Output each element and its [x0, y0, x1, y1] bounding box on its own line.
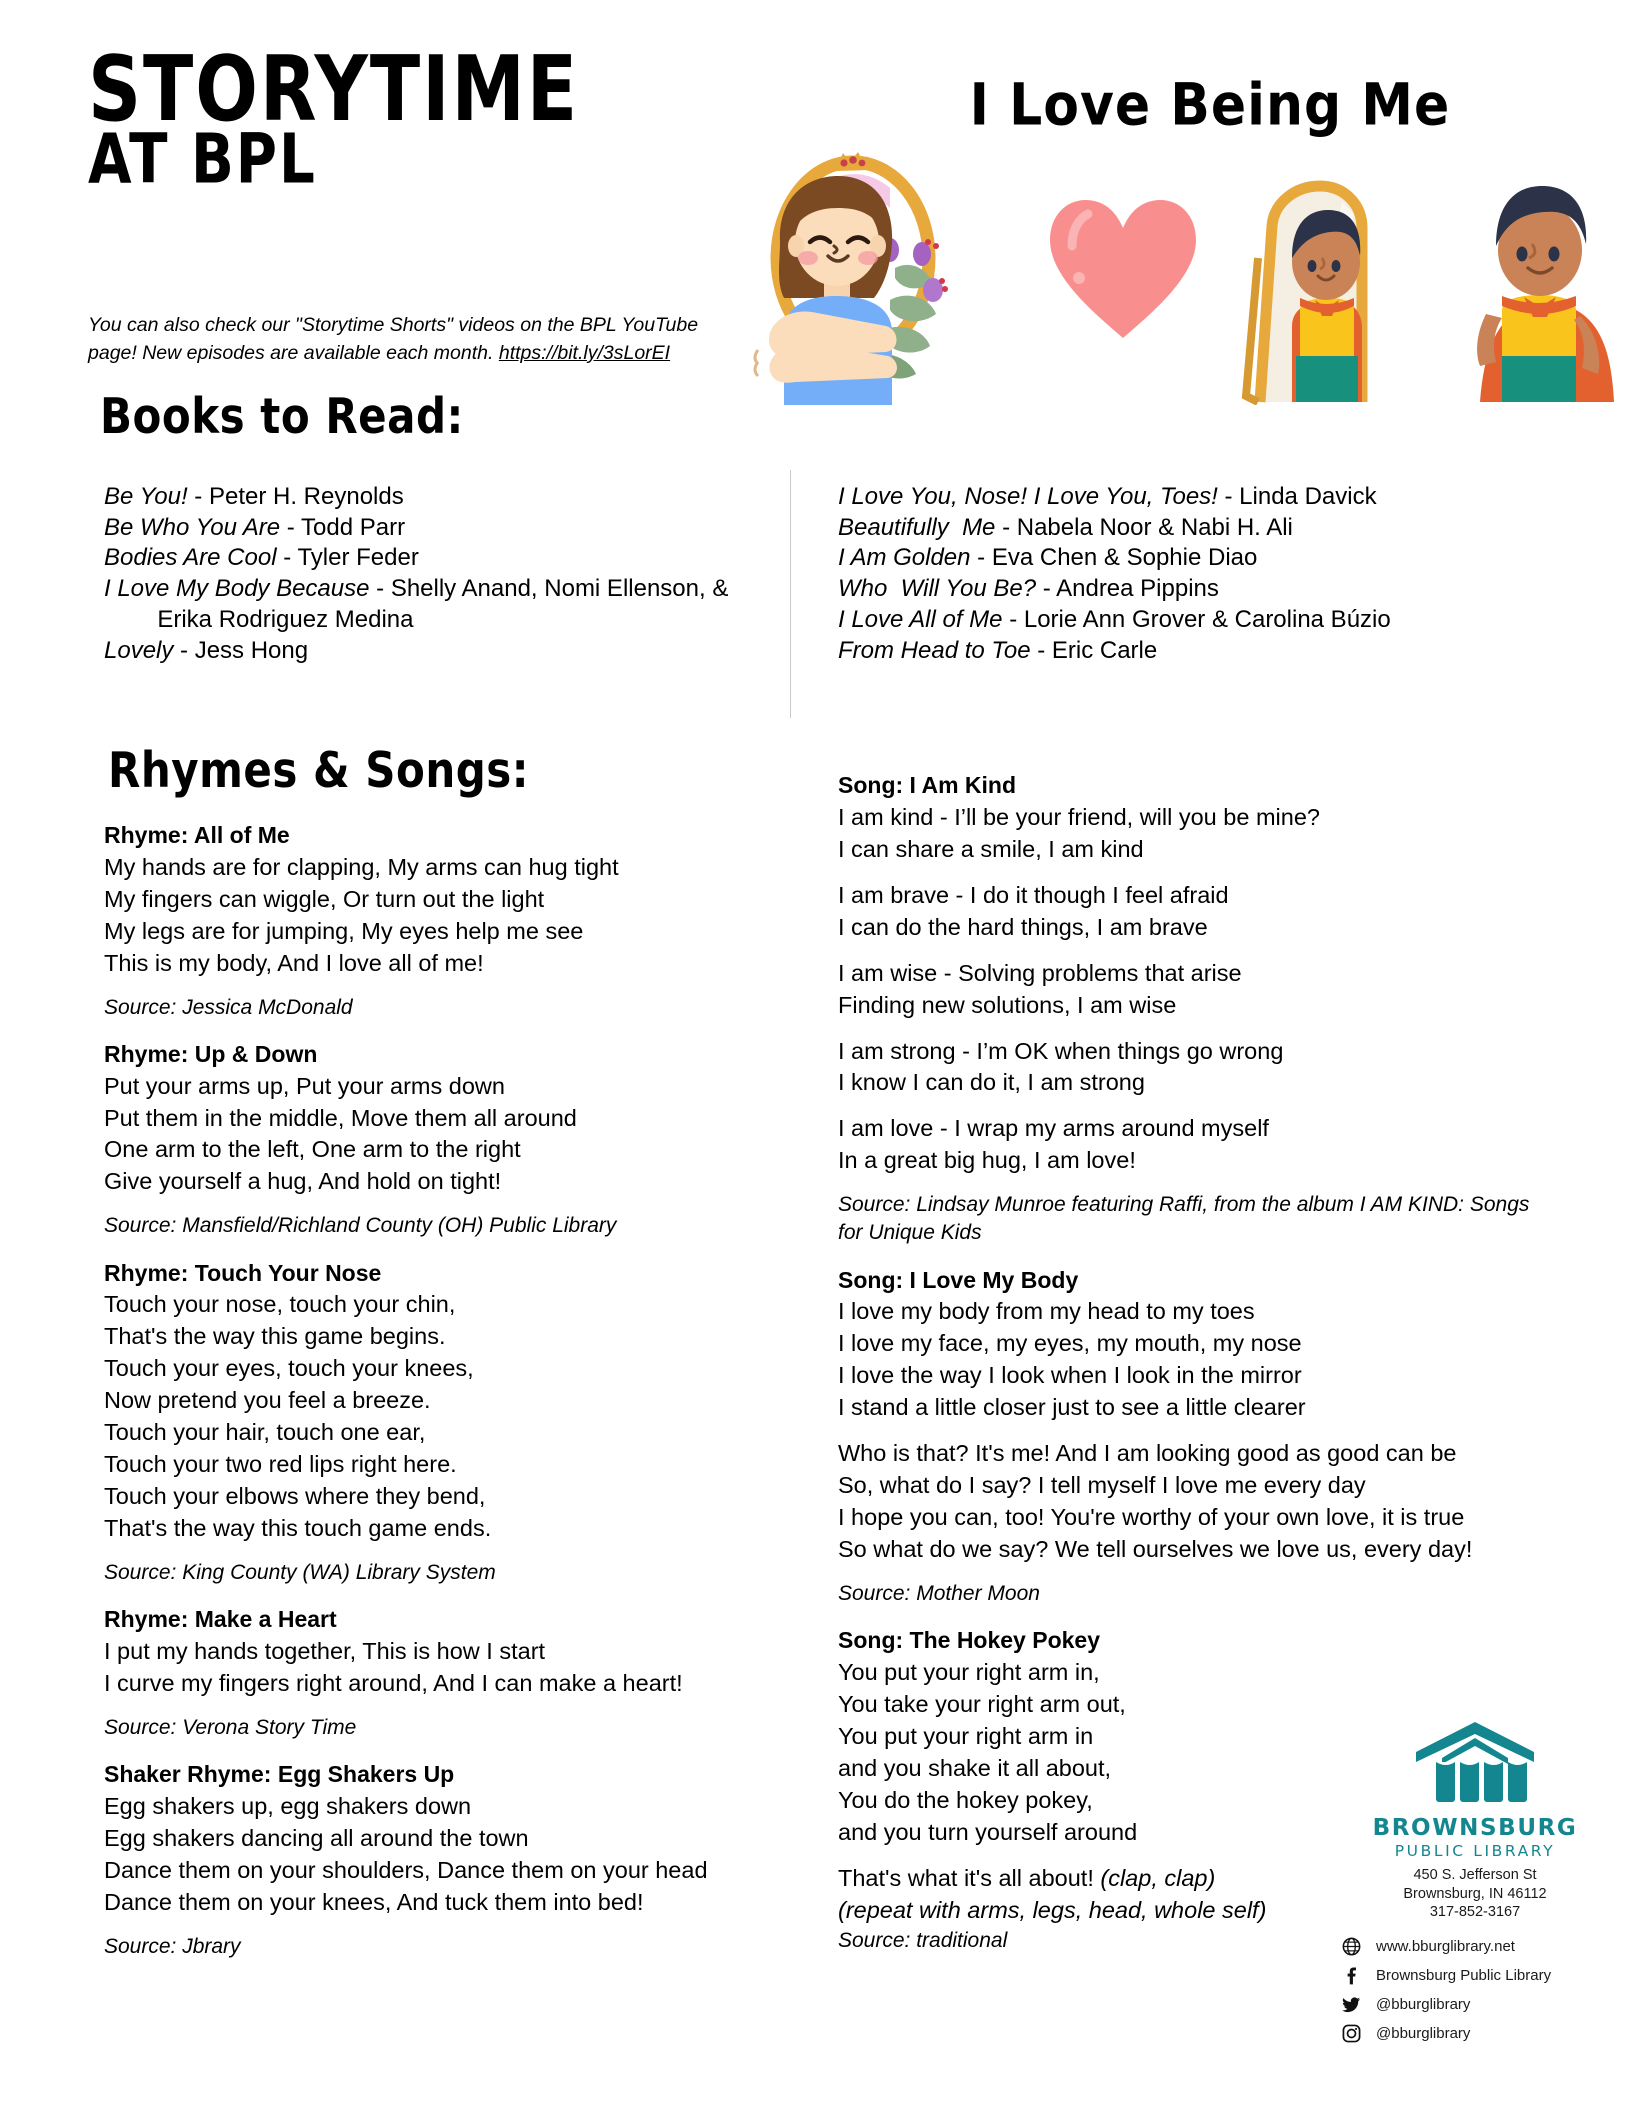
- lyric-line: Egg shakers up, egg shakers down: [104, 1792, 472, 1819]
- book-item: [838, 543, 1538, 574]
- column-divider: [790, 470, 791, 718]
- lyric-stanza: [838, 1296, 1538, 1424]
- book-item: [104, 513, 764, 544]
- rhymes-heading: Rhymes & Songs:: [108, 742, 530, 799]
- social-row-instagram[interactable]: [1338, 2023, 1620, 2045]
- boy-superhero-illustration: [1477, 186, 1614, 402]
- book-title: Bodies Are Cool: [104, 544, 277, 572]
- lyric-stanza: [104, 1071, 784, 1199]
- lyric-line-final-text: That's what it's all about!: [838, 1864, 1101, 1891]
- lyric-block: [838, 1265, 1538, 1609]
- book-item: [838, 605, 1538, 636]
- social-row-facebook[interactable]: [1338, 1965, 1620, 1987]
- lyric-line: I know I can do it, I am strong: [838, 1069, 1145, 1096]
- lyric-line: I am brave - I do it though I feel afraid: [838, 881, 1229, 908]
- lyric-line: Touch your nose, touch your chin,: [104, 1291, 456, 1318]
- lyric-line: and you turn yourself around: [838, 1818, 1138, 1845]
- lyric-stanza: [104, 1289, 784, 1545]
- social-links: [1330, 1936, 1620, 2045]
- boy-in-mirror-illustration: [1246, 186, 1362, 402]
- lyric-line: Finding new solutions, I am wise: [838, 991, 1177, 1018]
- lyric-stanza: [838, 958, 1538, 1022]
- lyric-line: I hope you can, too! You're worthy of your own love, it is true: [838, 1504, 1465, 1531]
- lyric-line: You put your right arm in: [838, 1722, 1094, 1749]
- lyric-line: In a great big hug, I am love!: [838, 1147, 1136, 1174]
- lyric-line: My fingers can wiggle, Or turn out the light: [104, 885, 545, 912]
- lyric-source: Source: Mansfield/Richland County (OH) Public Library: [104, 1214, 617, 1238]
- lyric-block: [104, 1604, 784, 1742]
- lyric-source: Source: Mother Moon: [838, 1582, 1040, 1606]
- books-left-column: [104, 482, 764, 666]
- book-title: I Love My Body Because: [104, 575, 370, 603]
- instagram-text: @bburglibrary: [1376, 2025, 1471, 2043]
- lyric-line: You put your right arm in,: [838, 1658, 1100, 1685]
- social-row-website[interactable]: [1338, 1936, 1620, 1958]
- library-logo-icon: [1330, 1718, 1620, 1811]
- book-title: From Head to Toe: [838, 636, 1031, 664]
- globe-icon: [1338, 1936, 1364, 1958]
- lyric-stanza: [838, 1113, 1538, 1177]
- lyric-stanza: [838, 880, 1538, 944]
- lyric-block: [104, 1039, 784, 1241]
- lyric-line: One arm to the left, One arm to the right: [104, 1136, 521, 1163]
- book-author: Erika Rodriguez Medina: [104, 605, 414, 633]
- instagram-icon: [1338, 2023, 1364, 2045]
- address-line-1: 450 S. Jefferson St: [1413, 1867, 1537, 1883]
- twitter-icon: [1338, 1994, 1364, 2016]
- promo-text-body: You can also check our "Storytime Shorts" videos on the BPL YouTube page! New episodes are available each month.: [88, 314, 699, 364]
- book-author: - Eva Chen & Sophie Diao: [970, 544, 1258, 572]
- lyric-stanza: [838, 1036, 1538, 1100]
- lyric-stanza: [104, 852, 784, 980]
- lyric-block-heading: Rhyme: Up & Down: [104, 1040, 318, 1067]
- heart-illustration: [1050, 200, 1196, 338]
- promo-text: [88, 312, 748, 367]
- book-item: [838, 482, 1538, 513]
- lyric-line: Put your arms up, Put your arms down: [104, 1072, 505, 1099]
- lyric-line: I am love - I wrap my arms around myself: [838, 1115, 1269, 1142]
- social-row-twitter[interactable]: [1338, 1994, 1620, 2016]
- book-author: - Shelly Anand, Nomi Ellenson, &: [369, 575, 729, 603]
- book-item: [838, 574, 1538, 605]
- lyric-block: [104, 1759, 784, 1961]
- book-item: [104, 574, 764, 605]
- lyric-line: My hands are for clapping, My arms can hug tight: [104, 853, 619, 880]
- lyric-line: I can do the hard things, I am brave: [838, 913, 1208, 940]
- book-item: [838, 513, 1538, 544]
- lyric-line-final-stage-direction: (clap, clap): [1100, 1864, 1216, 1891]
- book-title: Lovely: [104, 636, 174, 664]
- theme-title: I Love Being Me: [969, 72, 1451, 140]
- library-name: BROWNSBURG: [1372, 1815, 1578, 1841]
- lyric-line: I am strong - I’m OK when things go wrong: [838, 1037, 1284, 1064]
- lyric-line: Egg shakers dancing all around the town: [104, 1824, 529, 1851]
- book-author: - Peter H. Reynolds: [187, 483, 404, 510]
- lyric-line: Touch your hair, touch one ear,: [104, 1419, 426, 1446]
- page-title-line1: STORYTIME: [88, 36, 580, 142]
- book-author: - Andrea Pippins: [1036, 575, 1219, 603]
- library-subname: PUBLIC LIBRARY: [1394, 1842, 1556, 1860]
- lyric-block-heading: Shaker Rhyme: Egg Shakers Up: [104, 1760, 455, 1787]
- book-author: - Linda Davick: [1217, 483, 1377, 510]
- lyric-line: I stand a little closer just to see a little clearer: [838, 1394, 1306, 1421]
- lyric-line: I am kind - I’ll be your friend, will you be mine?: [838, 803, 1320, 830]
- lyric-stanza: [838, 1438, 1538, 1566]
- girl-hugging-illustration: [755, 152, 948, 405]
- lyric-source: Source: Jessica McDonald: [104, 995, 353, 1019]
- lyric-line: That's the way this game begins.: [104, 1323, 446, 1350]
- book-item-continuation: [104, 605, 764, 636]
- lyric-source: Source: traditional: [838, 1928, 1008, 1952]
- lyric-line: I can share a smile, I am kind: [838, 835, 1144, 862]
- books-right-column: [838, 482, 1538, 666]
- website-text: www.bburglibrary.net: [1376, 1938, 1515, 1956]
- books-heading: Books to Read:: [100, 388, 464, 445]
- youtube-link[interactable]: https://bit.ly/3sLorEI: [498, 341, 671, 364]
- lyric-line: I love the way I look when I look in the mirror: [838, 1362, 1302, 1389]
- twitter-text: @bburglibrary: [1376, 1996, 1471, 2014]
- page-title-line2: AT BPL: [88, 118, 317, 199]
- book-author: - Jess Hong: [173, 636, 309, 664]
- book-author: - Nabela Noor & Nabi H. Ali: [995, 513, 1293, 541]
- book-author: - Lorie Ann Grover & Carolina Búzio: [1002, 605, 1391, 633]
- lyric-line: I love my body from my head to my toes: [838, 1298, 1255, 1325]
- lyric-stanza: [104, 1791, 784, 1919]
- library-logo-block: [1330, 1718, 1620, 2052]
- book-title: Be You!: [104, 483, 188, 510]
- book-item: [104, 543, 764, 574]
- phone-number: 317-852-3167: [1429, 1904, 1521, 1921]
- lyric-block: [104, 1258, 784, 1588]
- lyric-line: Touch your elbows where they bend,: [104, 1483, 486, 1510]
- lyric-line: and you shake it all about,: [838, 1754, 1112, 1781]
- header-illustration: [740, 150, 1620, 405]
- lyric-block: [104, 820, 784, 1022]
- book-item: [104, 636, 764, 667]
- book-title: Who Will You Be?: [838, 575, 1037, 603]
- lyric-line: Touch your eyes, touch your knees,: [104, 1355, 474, 1382]
- lyric-line: I am wise - Solving problems that arise: [838, 959, 1242, 986]
- lyric-line: That's the way this touch game ends.: [104, 1514, 492, 1541]
- title-block: [88, 36, 728, 199]
- book-author: - Todd Parr: [280, 513, 406, 541]
- lyric-line: Put them in the middle, Move them all around: [104, 1104, 577, 1131]
- lyric-source: Source: King County (WA) Library System: [104, 1560, 496, 1584]
- address-line-2: Brownsburg, IN 46112: [1403, 1885, 1547, 1902]
- lyric-line: You do the hokey pokey,: [838, 1786, 1093, 1813]
- facebook-icon: [1338, 1965, 1364, 1987]
- lyric-stanza: [838, 802, 1538, 866]
- lyric-line: I curve my fingers right around, And I can make a heart!: [104, 1669, 683, 1696]
- book-title: I Love All of Me: [838, 605, 1003, 633]
- lyric-source: Source: Lindsay Munroe featuring Raffi, from the album I AM KIND: Songs for Unique Kids: [838, 1193, 1530, 1245]
- lyric-source: Source: Verona Story Time: [104, 1715, 357, 1739]
- book-item: [104, 482, 764, 513]
- lyric-line: So what do we say? We tell ourselves we love us, every day!: [838, 1536, 1473, 1563]
- lyric-stanza: [104, 1636, 784, 1700]
- lyric-line: So, what do I say? I tell myself I love me every day: [838, 1472, 1366, 1499]
- lyric-block-heading: Song: I Am Kind: [838, 772, 1017, 798]
- lyric-line: This is my body, And I love all of me!: [104, 949, 484, 976]
- library-address: [1330, 1866, 1620, 1922]
- lyric-block-heading: Song: The Hokey Pokey: [838, 1627, 1101, 1654]
- lyric-line: I love my face, my eyes, my mouth, my nose: [838, 1330, 1302, 1357]
- book-author: - Tyler Feder: [276, 544, 419, 572]
- lyric-repeat-note: (repeat with arms, legs, head, whole self): [838, 1896, 1267, 1923]
- lyric-line: Touch your two red lips right here.: [104, 1451, 457, 1478]
- lyric-line: Dance them on your knees, And tuck them into bed!: [104, 1888, 644, 1915]
- facebook-text: Brownsburg Public Library: [1376, 1967, 1552, 1985]
- lyric-block-heading: Rhyme: Make a Heart: [104, 1606, 337, 1633]
- lyric-line: My legs are for jumping, My eyes help me see: [104, 917, 584, 944]
- lyric-line: Now pretend you feel a breeze.: [104, 1387, 431, 1414]
- lyric-line: You take your right arm out,: [838, 1690, 1126, 1717]
- lyric-block-heading: Song: I Love My Body: [838, 1266, 1079, 1293]
- lyric-line: I put my hands together, This is how I start: [104, 1637, 546, 1664]
- book-title: I Am Golden: [838, 544, 971, 572]
- book-author: - Eric Carle: [1030, 636, 1158, 664]
- lyric-block: [838, 770, 1538, 1248]
- rhymes-left-column: [104, 820, 784, 1978]
- lyric-line: Give yourself a hug, And hold on tight!: [104, 1168, 502, 1195]
- book-title: Beautifully Me: [838, 513, 996, 541]
- book-item: [838, 636, 1538, 667]
- lyric-line: Dance them on your shoulders, Dance them on your head: [104, 1856, 708, 1883]
- lyric-block-heading: Rhyme: All of Me: [104, 822, 290, 848]
- lyric-line: Who is that? It's me! And I am looking good as good can be: [838, 1440, 1457, 1467]
- lyric-block-heading: Rhyme: Touch Your Nose: [104, 1259, 382, 1286]
- book-title: Be Who You Are: [104, 513, 281, 541]
- book-title: I Love You, Nose! I Love You, Toes!: [838, 483, 1218, 510]
- lyric-source: Source: Jbrary: [104, 1934, 241, 1958]
